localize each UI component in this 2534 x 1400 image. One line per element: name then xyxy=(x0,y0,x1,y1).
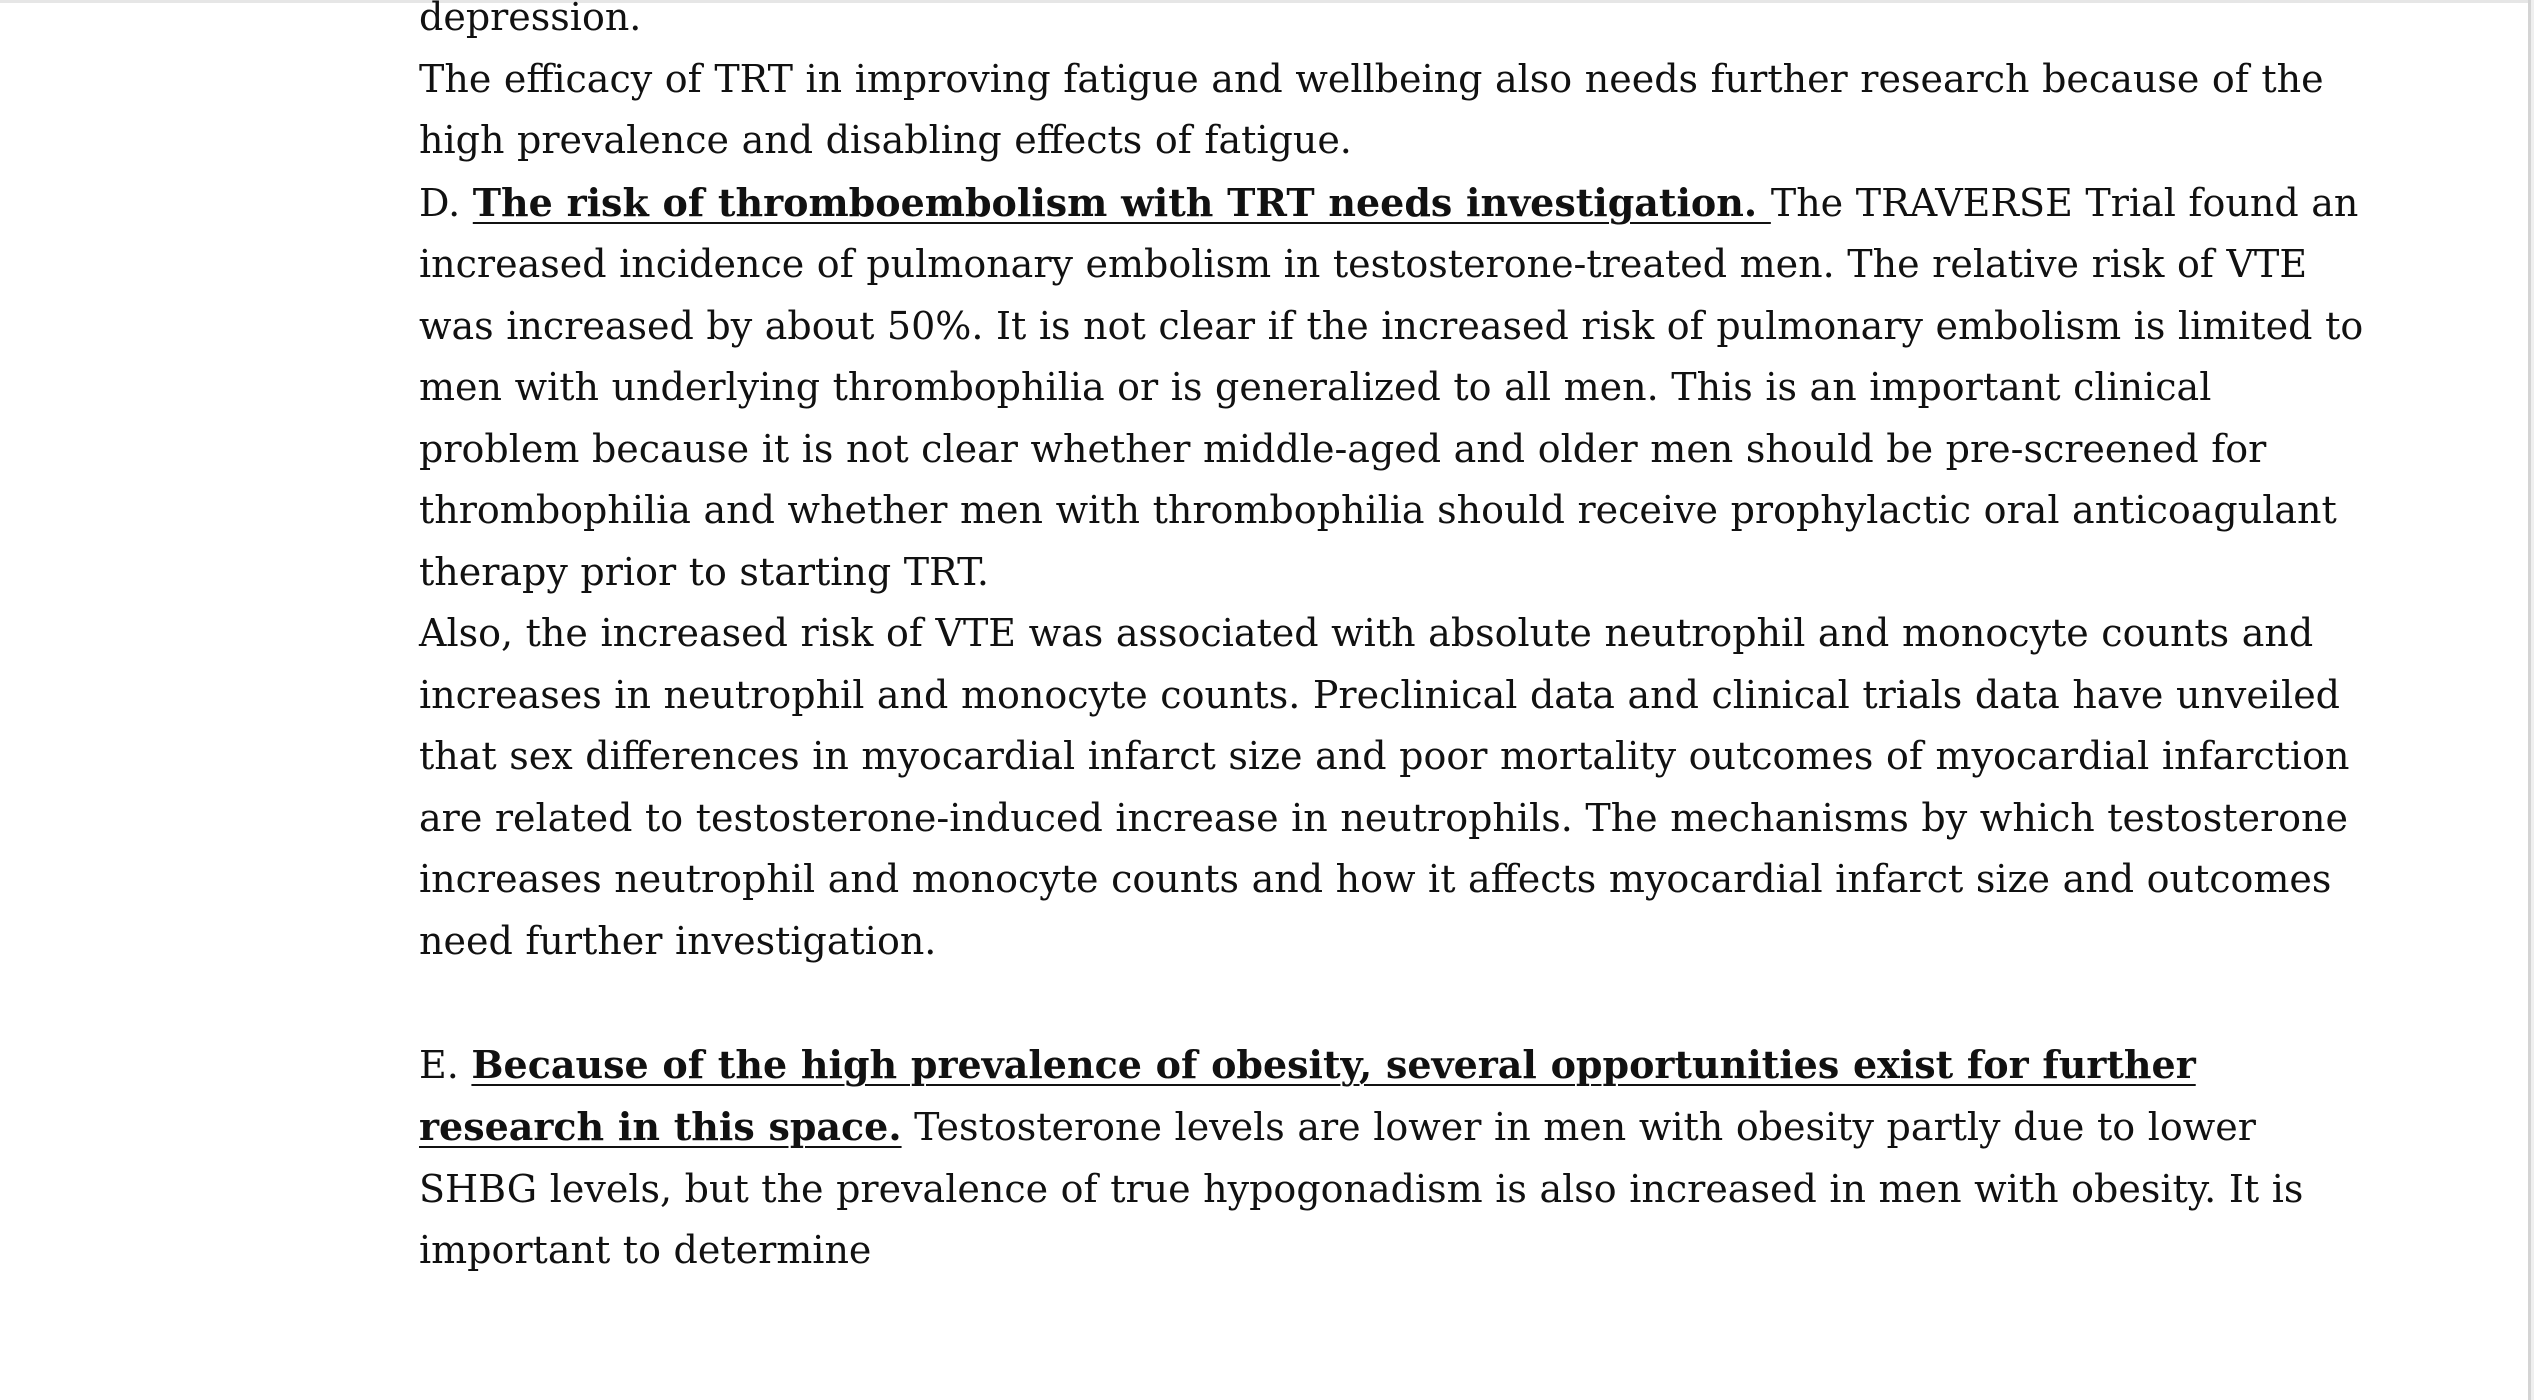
paragraph-carryover: depression. xyxy=(419,0,642,39)
empty-line xyxy=(419,972,2379,1034)
section-d-heading: The risk of thromboembolism with TRT needs investigation. xyxy=(472,179,1771,225)
section-e-body: Testosterone levels are lower in men with obesity partly due to lower SHBG levels, but the prevalence of true hypogonadism is also increased in men with obesity. It is important to determine xyxy=(419,1105,2304,1272)
document-page[interactable] xyxy=(419,0,2379,1282)
section-e-heading: Because of the high prevalence of obesity, several opportunities exist for further research in this space. xyxy=(419,1041,2196,1149)
paragraph-vte-neutrophil: Also, the increased risk of VTE was associated with absolute neutrophil and monocyte counts and increases in neutrophil and monocyte counts. Preclinical data and clinical trials data have unveiled that sex differences in myocardial infarct size and poor mortality outcomes of myocardial infarction are related to testosterone-induced increase in neutrophils. The mechanisms by which testosterone increases neutrophil and monocyte counts and how it affects myocardial infarct size and outcomes need further investigation. xyxy=(419,611,2350,963)
section-e-marker: E. xyxy=(419,1042,472,1087)
paragraph-section-d xyxy=(419,172,2379,604)
paragraph-fatigue: The efficacy of TRT in improving fatigue and wellbeing also needs further research because of the high prevalence and disabling effects of fatigue. xyxy=(419,56,2324,162)
section-d-body: The TRAVERSE Trial found an increased incidence of pulmonary embolism in testosterone-treated men. The relative risk of VTE was increased by about 50%. It is not clear if the increased risk of pulmonary embolism is limited to men with underlying thrombophilia or is generalized to all men. This is an important clinical problem because it is not clear whether middle-aged and older men should be pre-screened for thrombophilia and whether men with thrombophilia should receive prophylactic oral anticoagulant therapy prior to starting TRT. xyxy=(419,180,2364,594)
section-d-marker: D. xyxy=(419,180,473,225)
paragraph-section-e xyxy=(419,1034,2379,1282)
